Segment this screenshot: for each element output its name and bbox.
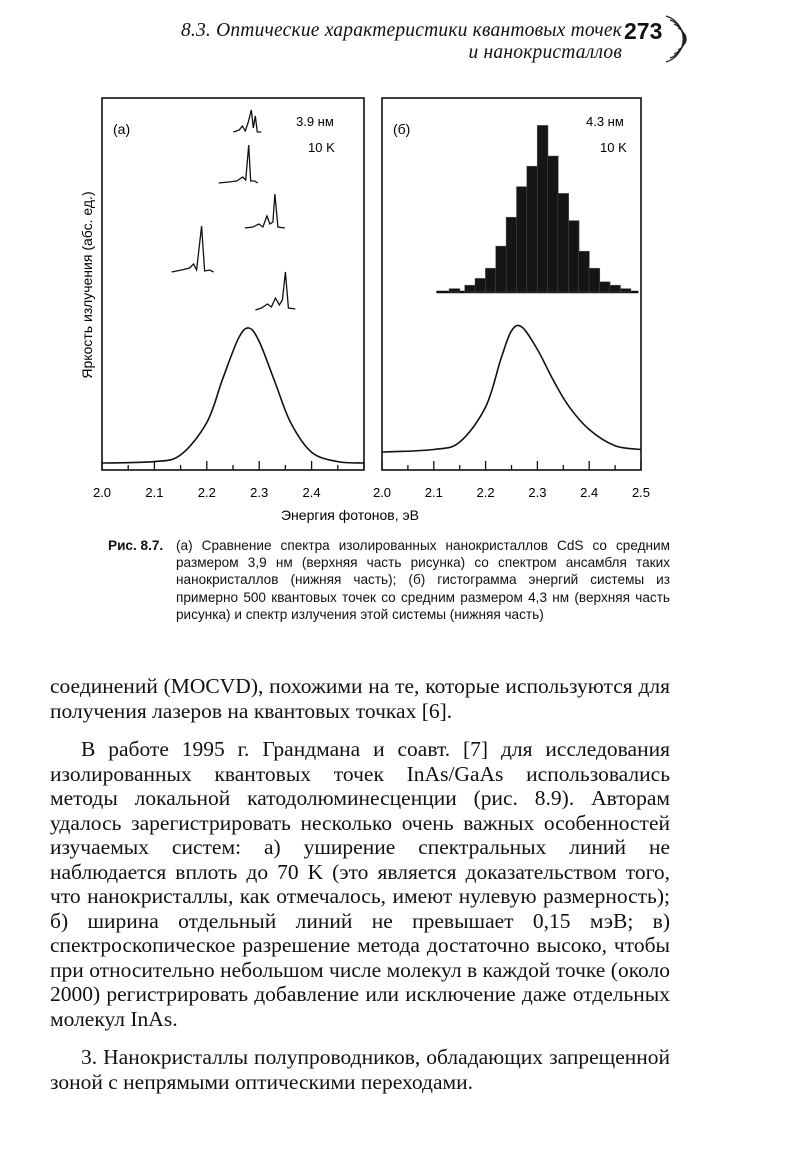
panel-a bbox=[102, 98, 364, 470]
x-axis-label: Энергия фотонов, эВ bbox=[280, 507, 420, 523]
histogram-bar bbox=[485, 268, 496, 292]
x-tick-label: 2.5 bbox=[631, 485, 651, 500]
histogram-bar bbox=[465, 285, 476, 292]
histogram-bar bbox=[610, 285, 621, 292]
paragraph-2: В работе 1995 г. Грандмана и соавт. [7] для исследования изолированных квантовых точек InAs/GaAs использовались методы локальной катодолюминесценции (рис. 8.9). Авторам удалось зарегистрировать несколько очень важных особенностей изучаемых систем: а) уширение спектральных линий не наблюдается вплоть до 70 K (это является доказательством того, что нанокристаллы, как отмечалось, имеют нулевую размерность); б) ширина отдельный линий не превышает 0,15 мэВ; в) спектроскопическое разрешение метода достаточно высоко, чтобы при относительно небольшом числе молекул в каждой точке (около 2000) регистрировать добавление или исключение даже отдельных молекул InAs. bbox=[50, 737, 670, 1031]
x-tick-labels bbox=[93, 485, 650, 500]
x-tick-label: 2.1 bbox=[145, 485, 164, 500]
panel-a-temp-label: 10 K bbox=[308, 140, 335, 155]
x-tick-label: 2.1 bbox=[424, 485, 443, 500]
paragraph-1: соединений (MOCVD), похожими на те, которые используются для получения лазеров на квантовых точках [6]. bbox=[50, 674, 670, 723]
x-tick-label: 2.2 bbox=[197, 485, 216, 500]
single-dot-spectra bbox=[172, 110, 296, 310]
panel-b bbox=[382, 98, 641, 470]
body-text bbox=[50, 674, 670, 1094]
histogram-bar bbox=[558, 193, 569, 292]
ensemble-spectrum-a bbox=[102, 328, 364, 463]
histogram-bar bbox=[517, 187, 528, 292]
panel-a-label: (а) bbox=[113, 121, 131, 137]
histogram-bar bbox=[620, 289, 631, 292]
single-dot-spectrum bbox=[245, 194, 285, 228]
histogram-bar bbox=[568, 221, 579, 292]
histogram-bar bbox=[496, 246, 507, 292]
caption-label: Рис. 8.7. bbox=[108, 538, 164, 553]
panel-b-temp-label: 10 K bbox=[600, 140, 627, 155]
panel-a-size-label: 3.9 нм bbox=[296, 114, 334, 129]
single-dot-spectrum bbox=[255, 272, 295, 310]
x-tick-label: 2.2 bbox=[476, 485, 495, 500]
histogram-bar bbox=[449, 289, 460, 292]
single-dot-spectrum bbox=[172, 226, 214, 272]
x-tick-label: 2.4 bbox=[302, 485, 321, 500]
panel-b-ticks bbox=[382, 461, 641, 470]
histogram-bar bbox=[527, 166, 538, 292]
panel-b-label: (б) bbox=[393, 121, 411, 137]
section-title-line1: 8.3. Оптические характеристики квантовых точек bbox=[180, 20, 622, 41]
histogram-bar bbox=[579, 251, 590, 292]
x-tick-label: 2.0 bbox=[372, 485, 392, 500]
single-dot-spectrum bbox=[233, 110, 261, 132]
histogram-bar bbox=[506, 217, 517, 292]
histogram-bar bbox=[599, 282, 610, 292]
single-dot-spectrum bbox=[219, 145, 258, 183]
histogram-bar bbox=[537, 125, 548, 292]
y-axis-label: Яркость излучения (абс. ед.) bbox=[79, 191, 95, 379]
ensemble-spectrum-b bbox=[382, 325, 641, 452]
x-tick-label: 2.3 bbox=[528, 485, 547, 500]
figure-caption-text: (а) Сравнение спектра изолированных нанокристаллов CdS со средним размером 3,9 нм (верхняя часть рисунка) со спектром ансамбля таких нанокристаллов (нижняя часть); (б) гистограмма энергий системы из примерно 500 квантовых точек со средним размером 4,3 нм (верхняя часть рисунка) и спектр излучения этой системы (нижняя часть) bbox=[176, 538, 670, 622]
x-tick-label: 2.0 bbox=[92, 485, 112, 500]
panel-b-size-label: 4.3 нм bbox=[586, 114, 624, 129]
histogram-bar bbox=[475, 278, 486, 292]
histogram-bar bbox=[589, 268, 600, 292]
x-tick-label: 2.3 bbox=[250, 485, 269, 500]
page-number: 273 bbox=[624, 18, 663, 44]
paragraph-3: 3. Нанокристаллы полупроводников, обладающих запрещенной зоной с непрямыми оптическими переходами. bbox=[50, 1045, 670, 1094]
histogram-bar bbox=[548, 156, 559, 292]
x-tick-label: 2.4 bbox=[580, 485, 599, 500]
section-title-line2: и нанокристаллов bbox=[468, 42, 622, 63]
figure-8-7 bbox=[0, 0, 802, 530]
